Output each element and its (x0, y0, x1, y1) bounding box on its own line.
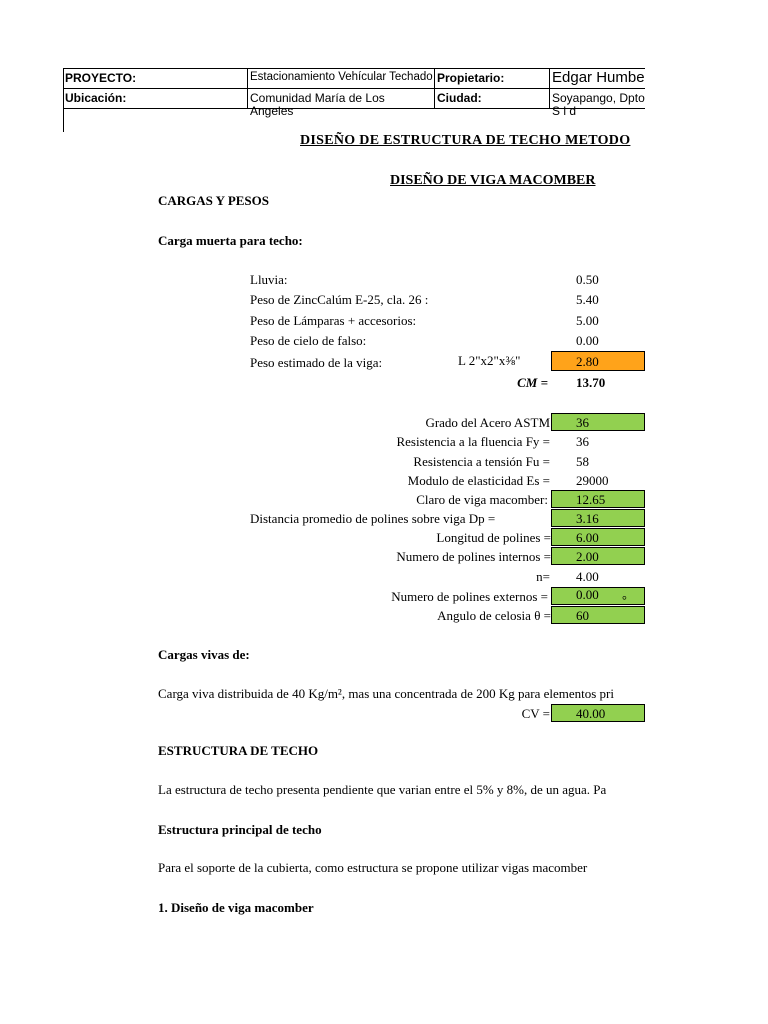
fy-value: 36 (576, 434, 589, 449)
estructura-principal-heading: Estructura principal de techo (158, 822, 322, 837)
degree-symbol: ° (622, 593, 627, 607)
angulo-value: 60 (576, 608, 589, 623)
header-row-divider (63, 88, 645, 89)
proyecto-value: Estacionamiento Vehícular Techado (250, 71, 433, 83)
section-1-heading: 1. Diseño de viga macomber (158, 900, 314, 915)
estructura-text: La estructura de techo presenta pendiente que varian entre el 5% y 8%, de un agua. Pa (158, 782, 607, 797)
cm-label: CM = (517, 375, 548, 390)
ubicacion-label: Ubicación: (65, 91, 127, 105)
angulo-label: Angulo de celosia θ = (437, 608, 551, 623)
internos-label: Numero de polines internos = (396, 549, 551, 564)
lamparas-label: Peso de Lámparas + accesorios: (250, 313, 417, 328)
fu-value: 58 (576, 454, 589, 469)
cielo-label: Peso de cielo de falso: (250, 333, 367, 348)
internos-value: 2.00 (576, 549, 599, 564)
n-label: n= (536, 569, 550, 584)
grado-acero-cell[interactable] (551, 413, 645, 431)
grado-acero-value: 36 (576, 415, 589, 430)
fu-label: Resistencia a tensión Fu = (413, 454, 550, 469)
estructura-principal-text: Para el soporte de la cubierta, como estructura se propone utilizar vigas macomber (158, 860, 588, 875)
es-value: 29000 (576, 473, 609, 488)
peso-viga-label: Peso estimado de la viga: (250, 355, 383, 370)
propietario-value: Edgar Humbe (552, 69, 645, 86)
longitud-label: Longitud de polines = (436, 530, 551, 545)
header-col-divider-3 (549, 68, 550, 108)
cargas-vivas-text: Carga viva distribuida de 40 Kg/m², mas una concentrada de 200 Kg para elementos pri (158, 686, 614, 701)
longitud-value: 6.00 (576, 530, 599, 545)
claro-value: 12.65 (576, 492, 606, 507)
zinc-label: Peso de ZincCalúm E-25, cla. 26 : (250, 292, 429, 307)
cv-label: CV = (521, 706, 550, 721)
ubicacion-value-line1: Comunidad María de Los (250, 91, 385, 105)
proyecto-label: PROYECTO: (65, 71, 137, 85)
es-label: Modulo de elasticidad Es = (407, 473, 550, 488)
header-left-border (63, 68, 64, 132)
zinc-value: 5.40 (576, 292, 599, 307)
main-title: DISEÑO DE ESTRUCTURA DE TECHO METODO (300, 133, 631, 148)
cv-value: 40.00 (576, 706, 606, 721)
cielo-value: 0.00 (576, 333, 599, 348)
externos-value: 0.00 (576, 587, 599, 602)
cargas-pesos-heading: CARGAS Y PESOS (158, 193, 270, 208)
carga-muerta-heading: Carga muerta para techo: (158, 233, 303, 248)
grado-acero-label: Grado del Acero ASTM (425, 415, 550, 430)
ciudad-value-line2: S l d (552, 104, 577, 118)
ubicacion-value-line2: Angeles (250, 104, 294, 118)
cm-value: 13.70 (576, 375, 606, 390)
claro-label: Claro de viga macomber: (416, 492, 548, 507)
header-col-divider-2 (434, 68, 435, 108)
n-value: 4.00 (576, 569, 599, 584)
peso-viga-value: 2.80 (576, 354, 599, 369)
lluvia-value: 0.50 (576, 272, 599, 287)
externos-label: Numero de polines externos = (391, 589, 548, 604)
header-col-divider-1 (247, 68, 248, 108)
fy-label: Resistencia a la fluencia Fy = (396, 434, 550, 449)
lluvia-label: Lluvia: (250, 272, 288, 287)
angulo-cell[interactable] (551, 606, 645, 624)
viga-macomber-title: DISEÑO DE VIGA MACOMBER (390, 173, 596, 188)
ciudad-value: Soyapango, Dpto (552, 91, 645, 105)
peso-viga-profile: L 2"x2"x⅜" (458, 353, 521, 368)
estructura-heading: ESTRUCTURA DE TECHO (158, 743, 319, 758)
ciudad-label: Ciudad: (437, 91, 482, 105)
cargas-vivas-heading: Cargas vivas de: (158, 647, 250, 662)
dp-label: Distancia promedio de polines sobre viga Dp = (250, 511, 496, 526)
dp-value: 3.16 (576, 511, 599, 526)
propietario-label: Propietario: (437, 71, 505, 85)
lamparas-value: 5.00 (576, 313, 599, 328)
